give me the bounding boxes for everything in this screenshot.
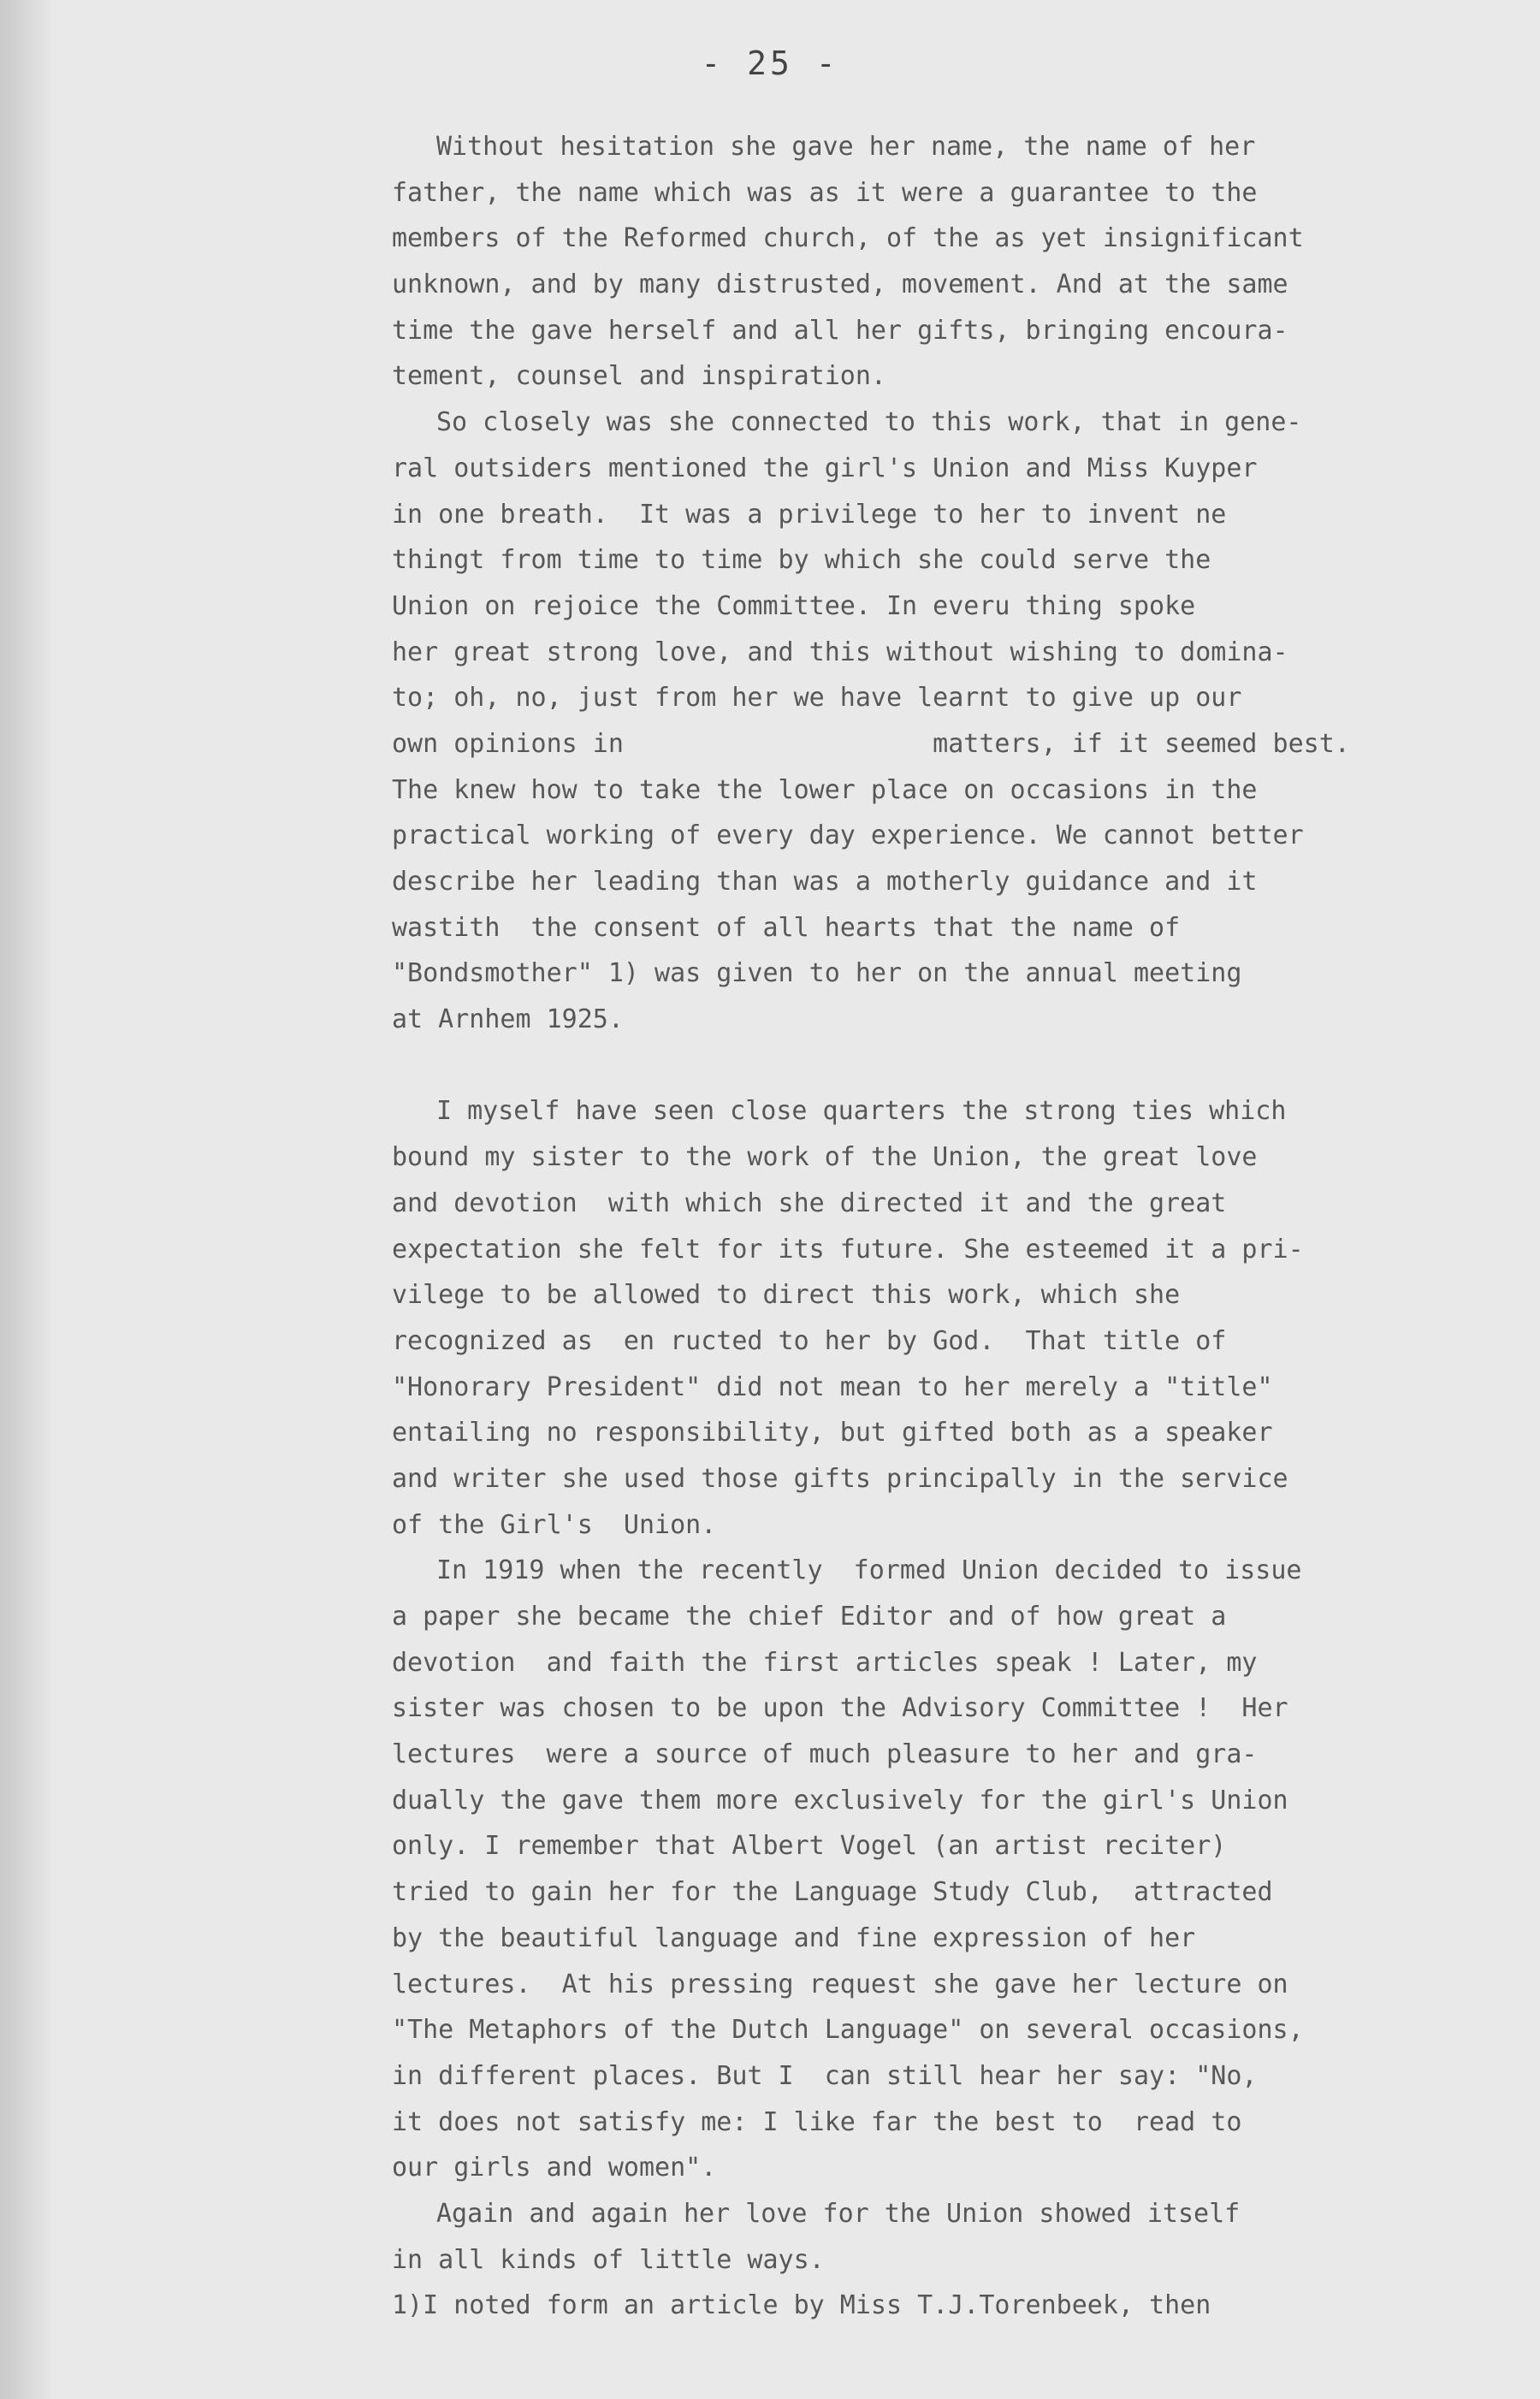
text-line: at Arnhem 1925. bbox=[392, 1004, 624, 1035]
text-line: expectation she felt for its future. She esteemed it a pri- bbox=[392, 1234, 1304, 1265]
text-line: Union on rejoice the Committee. In everu thing spoke bbox=[392, 590, 1196, 621]
text-line: it does not satisfy me: I like far the best to read to bbox=[392, 2106, 1242, 2137]
text-line: entailing no responsibility, but gifted both as a speaker bbox=[392, 1418, 1273, 1448]
text-line: our girls and women". bbox=[392, 2153, 717, 2183]
text-line: "Bondsmother" 1) was given to her on the annual meeting bbox=[392, 958, 1242, 989]
text-line: time the gave herself and all her gifts, bringing encoura- bbox=[392, 315, 1288, 346]
text-line: only. I remember that Albert Vogel (an artist reciter) bbox=[392, 1831, 1227, 1862]
text-line: In 1919 when the recently formed Union decided to issue bbox=[436, 1555, 1302, 1586]
text-line: lectures. At his pressing request she gave her lecture on bbox=[392, 1969, 1288, 1999]
text-line: in different places. But I can still hear her say: "No, bbox=[392, 2060, 1258, 2091]
text-line: sister was chosen to be upon the Advisory Committee ! Her bbox=[392, 1693, 1288, 1724]
text-line: dually the gave them more exclusively for the girl's Union bbox=[392, 1785, 1288, 1816]
text-line: a paper she became the chief Editor and of how great a bbox=[392, 1602, 1227, 1632]
text-line: tement, counsel and inspiration. bbox=[392, 361, 886, 392]
text-line: her great strong love, and this without wishing to domina- bbox=[392, 637, 1288, 667]
text-line: father, the name which was as it were a guarantee to the bbox=[392, 177, 1258, 208]
text-line: "The Metaphors of the Dutch Language" on several occasions, bbox=[392, 2015, 1304, 2046]
text-line: in one breath. It was a privilege to her to invent ne bbox=[392, 499, 1227, 530]
text-line: Again and again her love for the Union showed itself bbox=[436, 2198, 1241, 2229]
text-line: in all kinds of little ways. bbox=[392, 2244, 825, 2275]
text-line: describe her leading than was a motherly guidance and it bbox=[392, 867, 1258, 897]
text-line: vilege to be allowed to direct this work, which she bbox=[392, 1280, 1181, 1311]
body-text bbox=[392, 124, 1521, 2329]
text-line: So closely was she connected to this work, that in gene- bbox=[436, 407, 1302, 438]
page-shadow-edge bbox=[0, 0, 51, 2399]
footnote: 1)I noted form an article by Miss T.J.Torenbeek, then bbox=[392, 2290, 1211, 2321]
text-line: by the beautiful language and fine expression of her bbox=[392, 1922, 1196, 1953]
text-line: tried to gain her for the Language Study Club, attracted bbox=[392, 1877, 1273, 1908]
text-line: members of the Reformed church, of the as yet insignificant bbox=[392, 223, 1304, 254]
text-line: devotion and faith the first articles speak ! Later, my bbox=[392, 1647, 1258, 1678]
text-line: of the Girl's Union. bbox=[392, 1509, 717, 1540]
text-line: wastith the consent of all hearts that the name of bbox=[392, 912, 1181, 943]
text-line: Without hesitation she gave her name, the name of her bbox=[436, 132, 1256, 162]
text-line: bound my sister to the work of the Union, the great love bbox=[392, 1142, 1258, 1173]
text-line: "Honorary President" did not mean to her merely a "title" bbox=[392, 1371, 1273, 1402]
page-number: - 25 - bbox=[701, 44, 839, 82]
blank-line bbox=[392, 1043, 1521, 1089]
text-line: to; oh, no, just from her we have learnt to give up our bbox=[392, 683, 1242, 714]
text-line: I myself have seen close quarters the strong ties which bbox=[436, 1096, 1287, 1127]
text-line: recognized as en ructed to her by God. That title of bbox=[392, 1325, 1227, 1356]
text-line: practical working of every day experience. We cannot better bbox=[392, 820, 1304, 851]
text-line: and writer she used those gifts principally in the service bbox=[392, 1463, 1288, 1494]
text-line: and devotion with which she directed it and the great bbox=[392, 1188, 1227, 1218]
text-line: own opinions in matters, if it seemed best. bbox=[392, 728, 1350, 759]
text-line: unknown, and by many distrusted, movement. And at the same bbox=[392, 270, 1288, 300]
text-line: The knew how to take the lower place on occasions in the bbox=[392, 774, 1258, 805]
text-line: thingt from time to time by which she could serve the bbox=[392, 545, 1211, 576]
text-line: ral outsiders mentioned the girl's Union and Miss Kuyper bbox=[392, 453, 1258, 483]
text-line: lectures were a source of much pleasure to her and gra- bbox=[392, 1739, 1258, 1770]
